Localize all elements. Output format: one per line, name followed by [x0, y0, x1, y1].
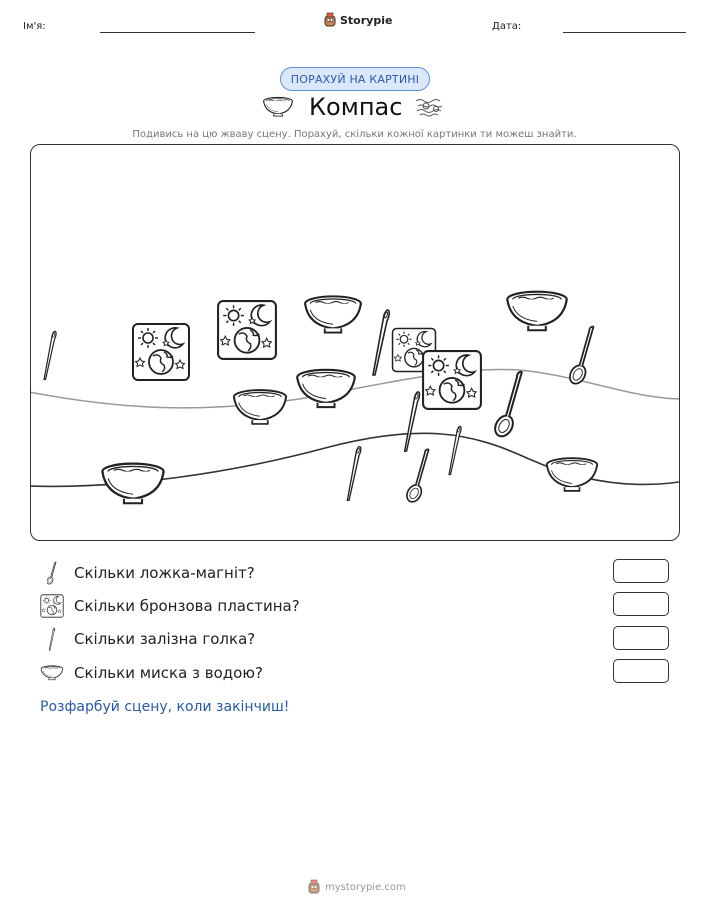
question-row-needle [40, 625, 255, 653]
question-row-bowl [40, 659, 263, 687]
instructions: Подивись на цю жваву сцену. Порахуй, скільки кожної картинки ти можеш знайти. [132, 129, 577, 140]
needle-1 [44, 332, 56, 380]
question-text: Скільки ложка-магніт? [74, 564, 255, 582]
page-title: Компас [309, 93, 403, 121]
bowl-1 [306, 297, 362, 333]
bowl-2 [508, 292, 567, 331]
name-input-line[interactable] [100, 32, 255, 33]
name-label: Ім'я: [23, 21, 46, 32]
needle-4 [348, 447, 361, 501]
bronze-plate-2 [218, 301, 276, 359]
question-text: Скільки миска з водою? [74, 664, 263, 682]
scene-drawing [30, 144, 679, 540]
bronze-plate-1 [133, 324, 189, 380]
answer-box-bowl[interactable] [613, 659, 669, 683]
compass-doodle-icon [414, 97, 446, 117]
question-row-spoon [40, 559, 255, 587]
storypie-mascot-icon [307, 879, 321, 895]
brand-name: Storypie [340, 13, 393, 27]
question-text: Скільки бронзова пластина? [74, 597, 300, 615]
needle-2 [373, 311, 389, 376]
question-row-plate [40, 592, 300, 620]
bronze-plate-4 [423, 351, 481, 409]
bowl-4 [234, 391, 286, 425]
footer [307, 879, 406, 895]
question-text: Скільки залізна голка? [74, 630, 256, 648]
spoon-1 [567, 327, 594, 387]
bowl-5 [103, 464, 164, 504]
answer-box-needle[interactable] [613, 626, 669, 650]
answer-box-plate[interactable] [613, 592, 669, 616]
spoon-2 [492, 372, 522, 440]
needle-3 [405, 392, 420, 451]
date-input-line[interactable] [563, 32, 686, 33]
bowl-6 [547, 459, 597, 492]
bowl-icon [262, 96, 294, 118]
brand-logo [323, 12, 392, 28]
needle-5 [449, 427, 461, 475]
counting-scene [30, 144, 680, 541]
footer-url[interactable]: mystorypie.com [325, 881, 406, 893]
bronze-plate-icon [40, 594, 64, 618]
activity-badge: ПОРАХУЙ НА КАРТИНІ [280, 67, 430, 91]
storypie-mascot-icon [323, 12, 337, 28]
spoon-icon [40, 561, 64, 585]
spoon-3 [404, 450, 429, 505]
date-label: Дата: [492, 21, 522, 32]
needle-icon [40, 627, 64, 651]
bowl-icon [40, 661, 64, 685]
coloring-note: Розфарбуй сцену, коли закінчиш! [40, 699, 290, 715]
bowl-3 [298, 370, 356, 407]
answer-box-spoon[interactable] [613, 559, 669, 583]
